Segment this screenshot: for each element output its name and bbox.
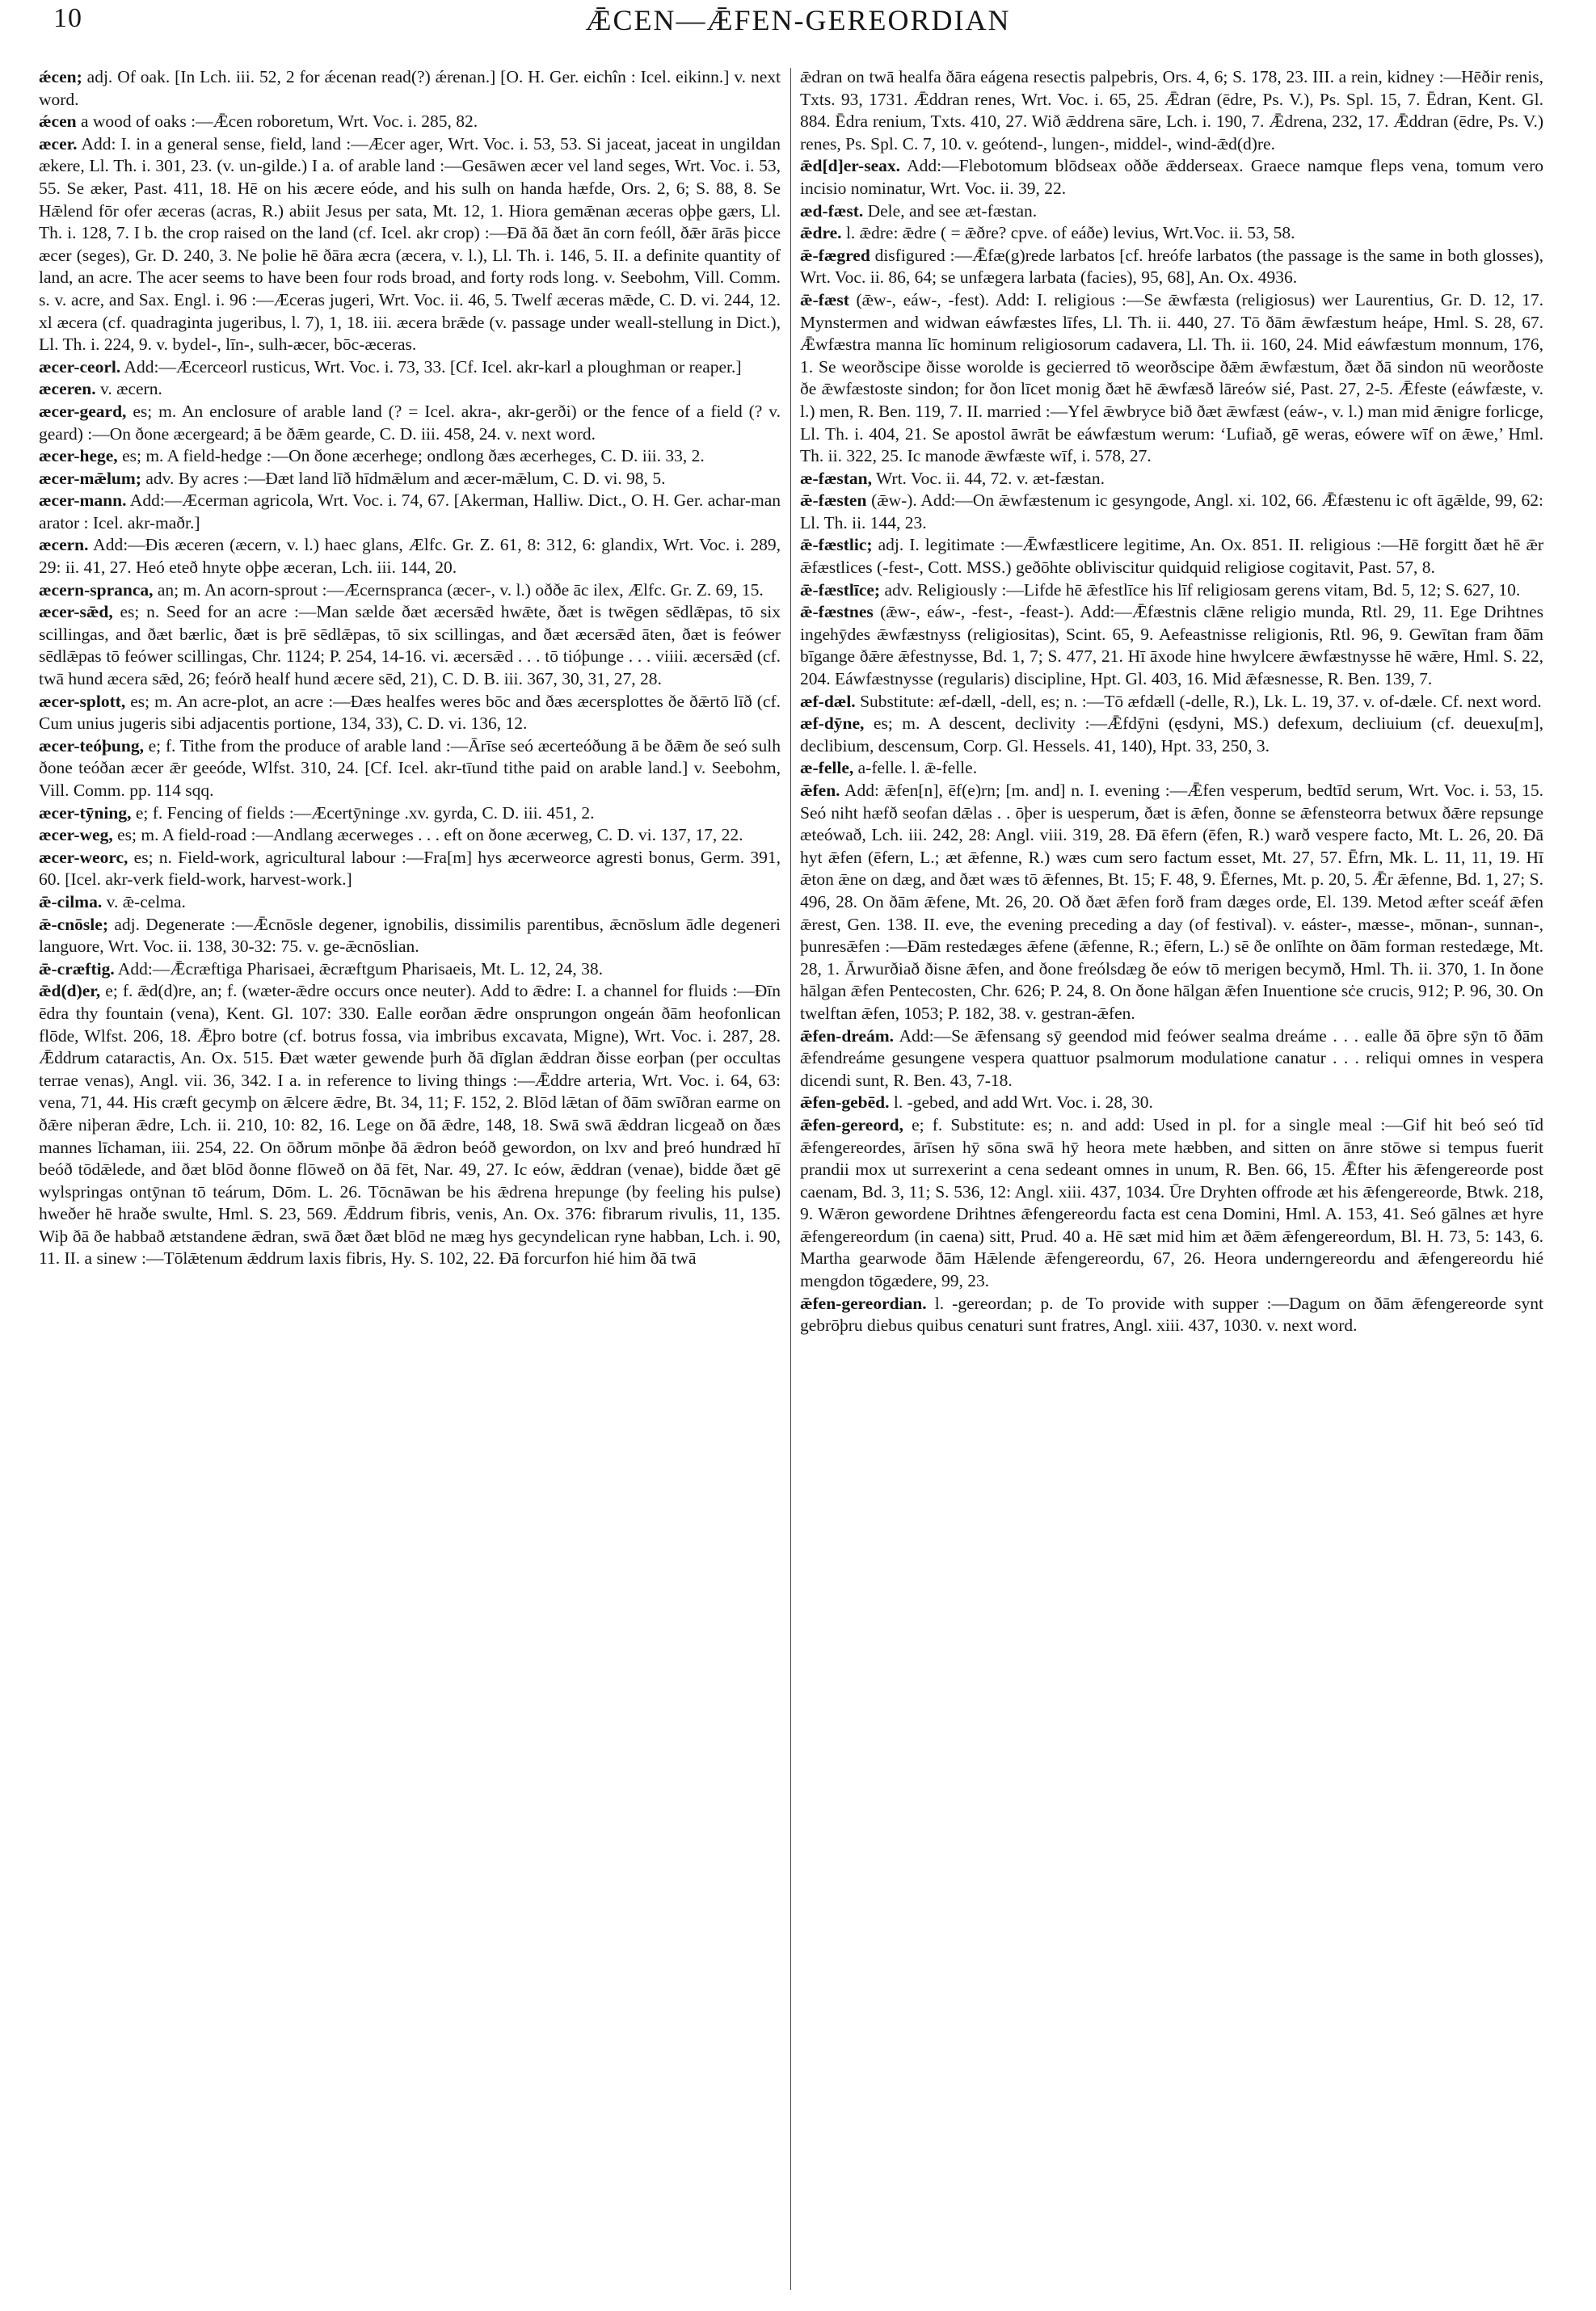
entry-text: es; m. An acre-plot, an acre :—Ðæs healfes weres bōc and ðæs æcersplottes ðe ðǣrtō līð (cf. Cum unius jugeris sibi adjacentis portione, 134, 33), C. D. vi. 136, 12.: [39, 691, 781, 734]
headword: æ-felle,: [800, 758, 854, 778]
dictionary-entry: [800, 222, 1543, 245]
running-head: ǢCEN—ǢFEN-GEREORDIAN: [585, 4, 1011, 36]
headword: ǣfen-gereordian.: [800, 1293, 927, 1313]
entry-text: es; n. Field-work, agricultural labour :—Fra[m] hys æcerweorce agresti bonus, Germ. 391, 60. [Icel. akr-verk field-work, harvest-work.]: [39, 847, 781, 890]
dictionary-entry: [39, 356, 781, 379]
dictionary-entry: [800, 713, 1543, 757]
headword: æf-dȳne,: [800, 714, 865, 734]
headword: æcer-weorc,: [39, 847, 128, 867]
headword: æcer-mann.: [39, 490, 127, 511]
headword: æf-dæl.: [800, 691, 856, 711]
entry-text: adv. Religiously :—Lifde hē ǣfestlīce his līf religiosam gerens vitam, Bd. 5, 12; S. 627, 10.: [880, 579, 1521, 600]
headword: ǽcen: [39, 112, 77, 132]
dictionary-entry: [800, 757, 1543, 780]
headword: ǣ-cilma.: [39, 891, 103, 911]
dictionary-entry: [800, 1293, 1543, 1337]
entry-text: an; m. An acorn-sprout :—Æcernspranca (æcer-, v. l.) oððe āc ilex, Ælfc. Gr. Z. 69, 15.: [153, 579, 764, 600]
entry-text: Add:—Flebotomum blōdseax oððe ǣdderseax. Graece namque fleps vena, tomum vero incisio nominatur, Wrt. Voc. ii. 39, 22.: [800, 156, 1543, 198]
headword: ǣd(d)er,: [39, 981, 101, 1001]
dictionary-entry: [800, 490, 1543, 534]
dictionary-entry: [800, 1114, 1543, 1293]
entry-text: l. -gereordan; p. de To provide with supper :—Dagum on ðām ǣfengereorde synt gebrōþru diebus quibus cenaturi sunt fratres, Angl. xiii. 437, 1030. v. next word.: [800, 1293, 1543, 1336]
headword: æcer-weg,: [39, 825, 113, 845]
headword: æcer-ceorl.: [39, 356, 121, 377]
dictionary-entry: [39, 66, 781, 111]
dictionary-entry: [39, 980, 781, 1270]
headword: ǣfen-dreám.: [800, 1025, 895, 1046]
entry-text: e; f. Tithe from the produce of arable land :—Ārīse seó æcerteóðung ā be ðǣm ðe seó sulh ðone teóðan æcer ǣr geeóde, Wlfst. 310, 24. [Cf. Icel. akr-tīund tithe paid on arable land.] v. Seebohm, Vill. Comm. pp. 114 sqq.: [39, 735, 781, 800]
dictionary-entry: [39, 847, 781, 891]
headword: æcern-spranca,: [39, 579, 154, 600]
headword: æ-fæstan,: [800, 468, 872, 488]
entry-text: e; f. ǣd(d)re, an; f. (wæter-ǣdre occurs once neuter). Add to ǣdre: I. a channel for fluids :—Ðīn ēdra thy fountain (vena), Kent. Gl. 107: 330. Ealle eorðan ǣdre onsprungon ongeán ðām heofonlican flōde, Wlfst. 206, 18. Ǣþro botre (cf. botrus fossa, via imbribus excavata, Migne), Wrt. Voc. i. 287, 28. Ǣddrum cataractis, An. Ox. 515. Ðæt wæter gewende þurh ðā dīglan ǣddran ðisse eorþan (per occultas terrae venas), Angl. vii. 36, 342. I a. in reference to living things :—Ǣddre arteria, Wrt. Voc. i. 64, 63: vena, 71, 44. His cræft gecymþ on ǣlcere ǣdre, Bt. 34, 11; F. 152, 2. Blōd lǣtan of ðām swīðran earme on ðǣre niþeran ǣdre, Lch. ii. 210, 10: 82, 16. Lege on ðā ǣdre, 148, 18. Swā swā ǣddran licgeað on ðæs mannes līchaman, iii. 254, 22. On ōðrum mōnþe ðā ǣdron beóð gewordon, on lxv and þreó hundræd hī beóð tōdǣlede, and ðæt blōd ðonne flōweð on ðā fēt, Nar. 49, 27. Ic eów, ǣddran (venae), bidde ðæt gē wylspringas ontȳnan tō teárum, Dōm. L. 26. Tōcnāwan be his ǣdrena hrepunge (by feeling his pulse) hweðer hē hraðe swulte, Hml. S. 23, 569. Ǣddrum fibris, venis, An. Ox. 376: fibrarum rivulis, 11, 135. Wiþ ðā ðe habbað ætstandene ǣdran, swā ðæt ðæt blōd ne mæg hys gecyndelican ryne habban, Lch. i. 90, 11. II. a sinew :—Tōlǣtenum ǣddrum laxis fibris, Hy. S. 102, 22. Ðā forcurfon hié him ðā twā: [39, 981, 781, 1269]
headword: ǣ-fæstnes: [800, 602, 874, 622]
dictionary-entry: [800, 155, 1543, 200]
dictionary-entry: [39, 445, 781, 468]
entry-text: (ǣw-, eáw-, -fest). Add: I. religious :—Se ǣwfæsta (religiosus) wer Laurentius, Gr. D. 12, 17. Mynstermen and widwan eáwfæstes līfes, Ll. Th. ii. 440, 27. Tō ðām ǣwfæstum heápe, Hml. S. 28, 67. Ǣwfæstra manna līc hominum religiosorum cadavera, Ll. Th. ii. 160, 24. Mid eáwfæstum monnum, 176, 1. Se weorðscipe ðisse worolde is gecierred tō weorðscipe ðǣm ǣwfæstum, ðæt ðā sindon nū weorðoste ðe ǣwfæstoste sindon; for ðon līcet monig ðæt hē ǣwfæsð lāreów sié, Past. 27, 2-5. Ǣfeste (eáwfæste, v. l.) men, R. Ben. 119, 7. II. married :—Yfel ǣwbryce bið ðæt ǣwfæst (eáw-, v. l.) man mid ǣnigre forlicge, Ll. Th. i. 404, 21. Se apostol āwrāt be eáwfæstum werum: ‘Lufiað, gē weras, eówere wīf on ǣwe,’ Hml. Th. ii. 322, 25. Ic manode ǣwfæste wīf, i. 578, 27.: [800, 289, 1543, 466]
headword: ǣ-fæst: [800, 289, 849, 309]
dictionary-entry: [800, 200, 1543, 223]
dictionary-entry: [39, 802, 781, 825]
entry-text: adj. Of oak. [In Lch. iii. 52, 2 for ǽcenan read(?) ǽrenan.] [O. H. Ger. eichîn : Icel. eikinn.] v. next word.: [39, 67, 781, 109]
entry-text: v. æcern.: [95, 379, 162, 399]
column-divider: [790, 68, 791, 2290]
headword: ǣ-fæsten: [800, 490, 867, 511]
entry-text: Dele, and see æt-fæstan.: [863, 200, 1038, 221]
entry-text: Add: ǣfen[n], ēf(e)rn; [m. and] n. I. evening :—Ǣfen vesperum, bedtīd serum, Wrt. Voc. i. 53, 15. Seó niht hæfð seofan dǣlas . . ōþer is uesperum, ðæt is ǣfen, ðonne se ǣfensteorra betwux ðǣre repsunge æteówað, Lch. iii. 242, 28: Angl. viii. 319, 28. Ðā ēfern (ēfen, R.) warð vespere facto, Mt. L. 26, 20. Ðā hyt ǣfen (ēfern, L.; æt ǣfenne, R.) wæs cum sero factum esset, Mt. 27, 57. Ēfrn, Mk. L. 11, 11, 19. Hī ǣton ǣne on dæg, and ðæt wæs tō ǣfennes, Bt. 15; F. 48, 9. Ēfernes, Mt. p. 20, 5. Ǣr ǣfenne, Bd. 1, 27; S. 496, 28. On ðām ǣfene, Mt. 26, 20. Oð ðæt ǣfen forð fram dæges orde, El. 139. Metod æfter sceáf ǣfen ǣrest, Gen. 138. II. eve, the evening preceding a day (of festival). v. eáster-, mæsse-, mōnan-, sunnan-, þunresǣfen :—Ðām restedæges ǣfene (ǣfenne, R.; ēfern, L.) sē ðe onlīhte on ðām forman restedæge, Mt. 28, 1. Ārwurðiað ðisne ǣfen, and ðone freólsdæg ðe eów tō merigen becymð, Hml. Th. ii. 370, 1. In ðone hālgan ǣfen Pentecosten, Chr. 626; P. 24, 8. On ðone hālgan ǣfen Inuentione sċe crucis, 912; P. 96, 30. On twelftan ǣfen, 1053; P. 182, 38. v. gestran-ǣfen.: [800, 781, 1543, 1023]
headword: æcer-mǣlum;: [39, 468, 141, 488]
dictionary-entry: [800, 534, 1543, 579]
right-column: [800, 66, 1543, 2296]
entry-text: Add:—Æcerceorl rusticus, Wrt. Voc. i. 73, 33. [Cf. Icel. akr-karl a ploughman or reaper.]: [120, 356, 742, 377]
dictionary-entry: [800, 468, 1543, 490]
dictionary-entry: [39, 401, 781, 445]
entry-text: Add:—Æcerman agricola, Wrt. Voc. i. 74, 67. [Akerman, Halliw. Dict., O. H. Ger. achar-man arator : Icel. akr-maðr.]: [39, 490, 781, 532]
headword: æcer-teóþung,: [39, 735, 144, 756]
dictionary-entry: [800, 289, 1543, 468]
entry-text: es; m. An enclosure of arable land (? = Icel. akra-, akr-gerði) or the fence of a field (? v. geard) :—On ðone æcergeard; ā be ðǣm gearde, C. D. iii. 458, 24. v. next word.: [39, 401, 781, 444]
dictionary-entry: [39, 914, 781, 958]
headword: ǣfen-gebēd.: [800, 1092, 890, 1113]
headword: æcer-sǣd,: [39, 602, 113, 622]
entry-text: es; n. Seed for an acre :—Man sælde ðæt æcersǣd hwǣte, ðæt is twēgen sēdlǣpas, tō six scillingas, and ðæt bærlic, ðæt is þrē sēdlǣpas, tō six scillingas, and ðæt æcersǣd āten, ðæt is feówer sēdlǣpas tō feówer scillingas, Chr. 1124; P. 254, 14-16. vi. æcersǣd . . . tō tióþunge . . . viiii. æcersǣd (cf. twā hund æcera sǣd, 26; feórð healf hund æcere sēd, 21), C. D. B. iii. 367, 30, 31, 27, 28.: [39, 602, 781, 689]
headword: æcer-hege,: [39, 446, 118, 466]
page-number: 10: [53, 3, 82, 33]
entry-text: a wood of oaks :—Ǣcen roboretum, Wrt. Voc. i. 285, 82.: [76, 112, 478, 132]
dictionary-entry: [800, 579, 1543, 602]
dictionary-entry: [39, 601, 781, 690]
headword: ǣ-cnōsle;: [39, 914, 108, 934]
headword: ǣd[d]er-seax.: [800, 156, 900, 176]
entry-text: (ǣw-, eáw-, -fest-, -feast-). Add:—Ǣfæstnis clǣne religio munda, Rtl. 29, 11. Ege Drihtnes ingehȳdes ǣwfæstnyss (religiositas), Scint. 65, 9. Aefeastnisse religionis, Rtl. 96, 9. Gewītan fram ðām bīgange ðǣre ǣfestnysse, Bd. 1, 7; S. 477, 21. Hī āxode hine hwylcere ǣwfæstnysse hē wǣre, Hml. S. 22, 204. Eáwfæstnysse (regularis) discipline, Hpt. Gl. 403, 16. Mid ǣfæsnesse, R. Ben. 139, 7.: [800, 602, 1543, 689]
entry-text: Wrt. Voc. ii. 44, 72. v. æt-fæstan.: [871, 468, 1105, 488]
dictionary-entry: [39, 735, 781, 802]
headword: ǣ-fægred: [800, 245, 870, 265]
entry-text: es; m. A descent, declivity :—Ǣfdȳni (ęsdyni, MS.) defexum, decliuium (cf. deuexu[m], declibium, descensum, Corp. Gl. Hessels. 41, 140), Hpt. 33, 250, 3.: [800, 714, 1543, 756]
entry-text: Add: I. in a general sense, field, land :—Æcer ager, Wrt. Voc. i. 53, 53. Si jaceat, jaceat in ungildan ækere, Ll. Th. i. 301, 23. (v. un-gilde.) I a. of arable land :—Gesāwen æcer vel land seges, Wrt. Voc. i. 53, 55. Se æker, Past. 411, 18. Hē on his æcere eóde, and his sulh on handa hæfde, Ors. 2, 6; S. 88, 8. Se Hǣlend fōr ofer æceras (acras, R.) abiit Jesus per sata, Mt. 12, 1. Hiora gemǣnan æceras oþþe gærs, Ll. Th. i. 128, 7. I b. the crop raised on the land (cf. Icel. akr crop) :—Ðā ðā ðæt ān corn feóll, ðǣr ārās þicce æcer (seges), Gr. D. 240, 3. Ne þolie hē ðāra æcra (æcera, v. l.), Ll. Th. i. 146, 5. II. a definite quantity of land, an acre. The acer seems to have been four rods broad, and forty rods long. v. Seebohm, Vill. Comm. s. v. acre, and Sax. Engl. i. 96 :—Æceras jugeri, Wrt. Voc. ii. 46, 5. Twelf æceras mǣde, C. D. vi. 244, 12. xl æcera (cf. quadraginta jugeribus, l. 7), 1, 18. iii. æcera brǣde (v. passage under weall-stellung in Dict.), Ll. Th. i. 224, 9. v. bydel-, līn-, sulh-æcer, bōc-æceras.: [39, 133, 781, 355]
dictionary-entry: [39, 579, 781, 602]
headword: æcer-geard,: [39, 401, 127, 421]
headword: ǣfen-gereord,: [800, 1114, 903, 1134]
entry-text: a-felle. l. ǣ-felle.: [853, 758, 978, 778]
dictionary-entry: [800, 780, 1543, 1025]
headword: æcer-splott,: [39, 691, 126, 711]
entry-text: adj. I. legitimate :—Ǣwfæstlicere legitime, An. Ox. 851. II. religious :—Hē forgitt ðæt hē ǣr ǣfæstlices (-fest-, Cott. MSS.) geðōhte obliviscitur quidquid religiose cogitavit, Past. 57, 8.: [800, 535, 1543, 578]
dictionary-entry: [39, 958, 781, 981]
entry-text: e; f. Fencing of fields :—Æcertȳninge .xv. gyrda, C. D. iii. 451, 2.: [131, 802, 595, 823]
dictionary-entry: [39, 490, 781, 534]
dictionary-entry: [800, 1092, 1543, 1114]
dictionary-entry: [800, 601, 1543, 690]
entry-text: l. -gebed, and add Wrt. Voc. i. 28, 30.: [889, 1092, 1153, 1113]
headword: æd-fæst.: [800, 200, 864, 221]
entry-text: Add:—Ǣcræftiga Pharisaei, ǣcræftgum Pharisaeis, Mt. L. 12, 24, 38.: [114, 958, 604, 979]
entry-text: Substitute: æf-dæll, -dell, es; n. :—Tō æfdæll (-delle, R.), Lk. L. 19, 37. v. of-dæle. Cf. next word.: [855, 691, 1542, 711]
dictionary-entry: [800, 691, 1543, 714]
dictionary-entry: [39, 133, 781, 356]
entry-text: es; m. A field-hedge :—On ðone æcerhege; ondlong ðæs æcerheges, C. D. iii. 33, 2.: [117, 446, 705, 466]
entry-text: Add:—Ðis æceren (æcern, v. l.) haec glans, Ælfc. Gr. Z. 61, 8: 312, 6: glandix, Wrt. Voc. i. 289, 29: ii. 41, 27. Heó eteð hnyte oþþe æceran, Lch. iii. 144, 20.: [39, 535, 781, 578]
headword: æcer.: [39, 133, 78, 154]
entry-text: v. ǣ-celma.: [102, 891, 186, 911]
headword: æceren.: [39, 379, 96, 399]
dictionary-entry: [39, 691, 781, 735]
entry-text: adj. Degenerate :—Ǣcnōsle degener, ignobilis, dissimilis parentibus, ǣcnōslum ādle degeneri languore, Wrt. Voc. ii. 138, 30-32: 75. v. ge-ǣcnōslian.: [39, 914, 781, 957]
dictionary-entry: [39, 468, 781, 490]
headword: æcer-tȳning,: [39, 802, 132, 823]
headword: ǣdre.: [800, 223, 842, 243]
headword: ǽcen;: [39, 67, 82, 86]
entry-text: ǣdran on twā healfa ðāra eágena resectis palpebris, Ors. 4, 6; S. 178, 23. III. a rein, kidney :—Hēðir renis, Txts. 93, 1731. Ǣddran renes, Wrt. Voc. i. 65, 25. Ǣdran (ēdre, Ps. V.), Ps. Spl. 15, 7. Ēdran, Kent. Gl. 884. Ēdra renium, Txts. 410, 27. Wið ǣddrena sāre, Lch. i. 190, 7. Ǣdrena, 232, 17. Ǣddran (ēdre, Ps. V.) renes, Ps. Spl. C. 7, 10. v. geótend-, lungen-, middel-, wind-ǣd(d)re.: [800, 67, 1543, 154]
headword: æcern.: [39, 535, 89, 555]
entry-text: adv. By acres :—Ðæt land līð hīdmǣlum and æcer-mǣlum, C. D. vi. 98, 5.: [141, 468, 666, 488]
entry-text: disfigured :—Ǣfæ(g)rede larbatos [cf. hreófe larbatos (the passage is the same in both glosses), Wrt. Voc. ii. 86, 64; se unfægera larbata (facies), 95, 68], An. Ox. 4936.: [800, 245, 1543, 288]
dictionary-entry: [800, 245, 1543, 289]
entry-text: es; m. A field-road :—Andlang æcerweges . . . eft on ðone æcerweg, C. D. vi. 137, 17, 22.: [112, 825, 743, 845]
headword: ǣ-fæstlic;: [800, 535, 873, 555]
dictionary-entry: [39, 534, 781, 579]
dictionary-entry: [39, 378, 781, 401]
entry-text: Add:—Se ǣfensang sȳ geendod mid feówer sealma dreáme . . . ealle ðā ōþre sȳn tō ðām ǣfendreáme gesungene vespera quattuor psalmorum modulatione canatur . . . reliqui omnes in vespera dicendi sunt, R. Ben. 43, 7-18.: [800, 1025, 1543, 1090]
headword: ǣ-cræftig.: [39, 958, 115, 979]
entry-text: (ǣw-). Add:—On ǣwfæstenum ic gesyngode, Angl. xi. 102, 66. Ǣfæstenu ic oft āgǣlde, 99, 62: Ll. Th. ii. 144, 23.: [800, 490, 1543, 532]
entry-text: e; f. Substitute: es; n. and add: Used in pl. for a single meal :—Gif hit beó seó tīd ǣfengereordes, ārīsen hȳ sōna swā hȳ heora mete hæbben, and sitten on ānre stōwe si tempus fuerit prandii mox ut surrexerint a cena sedeant omnes in unum, R. Ben. 66, 15. Ǣfter his ǣfengereorde post caenam, Bd. 3, 11; S. 536, 12: Angl. xiii. 437, 1034. Ūre Dryhten offrode æt his ǣfengereorde, Btwk. 218, 9. Wǣron gewordene Drihtnes ǣfengereordu facta est cena Domini, Hml. A. 153, 41. Seó gālnes æt hyre ǣfengereordum (in caena) sitt, Prud. 40 a. Hē sæt mid him æt ðǣm ǣfengereordum, Bl. H. 73, 5: 143, 6. Martha gearwode ðām Hǣlende ǣfengereordu, 67, 26. Heora underngereordu and ǣfengereordu hié mengdon tōgædere, 99, 23.: [800, 1114, 1543, 1291]
dictionary-entry: [39, 111, 781, 133]
headword: ǣ-fæstlīce;: [800, 579, 881, 600]
dictionary-entry: [800, 1025, 1543, 1092]
dictionary-entry: [39, 891, 781, 914]
dictionary-entry: [800, 66, 1543, 155]
entry-text: l. ǣdre: ǣdre ( = ǣðre? cpve. of eáðe) levius, Wrt.Voc. ii. 53, 58.: [841, 223, 1295, 243]
headword: ǣfen.: [800, 781, 840, 800]
left-column: [39, 66, 781, 2296]
dictionary-entry: [39, 824, 781, 847]
